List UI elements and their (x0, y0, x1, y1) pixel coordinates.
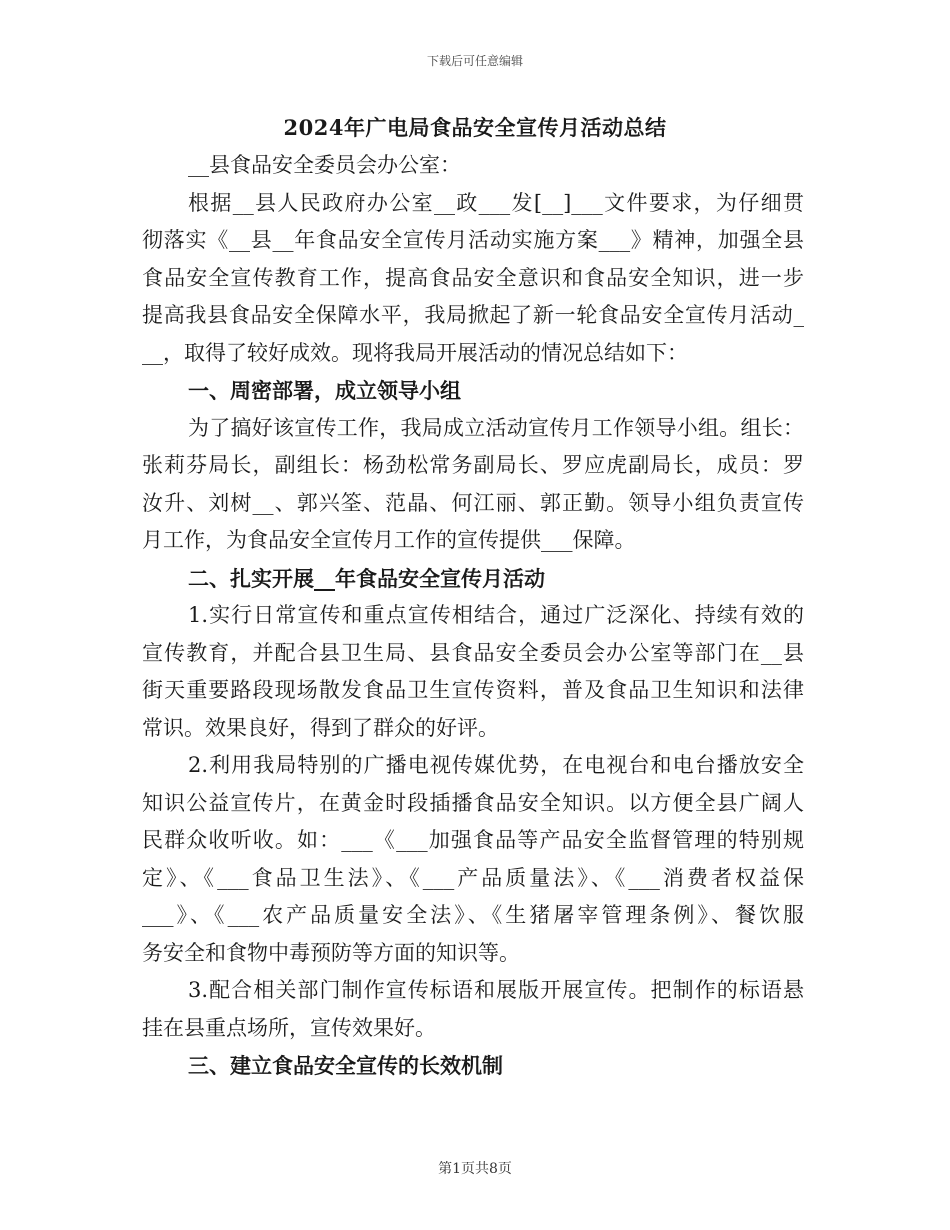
section-2-item-3-line: 3.配合相关部门制作宣传标语和展版开展宣传。把制作的标语悬 (188, 978, 804, 1002)
intro-line: __，取得了较好成效。现将我局开展活动的情况总结如下： (142, 340, 688, 365)
section-1-line: 月工作，为食品安全宣传月工作的宣传提供___保障。 (142, 528, 636, 552)
document-title: 2024年广电局食品安全宣传月活动总结 (283, 115, 667, 140)
section-1-line: 汝升、刘树__、郭兴筌、范晶、何江丽、郭正勤。领导小组负责宣传 (142, 490, 804, 515)
section-2-item-1-line: 1.实行日常宣传和重点宣传相结合，通过广泛深化、持续有效的 (188, 603, 804, 627)
section-2-item-1-line: 常识。效果良好，得到了群众的好评。 (142, 715, 499, 740)
header-note: 下载后可任意编辑 (426, 54, 523, 68)
section-2-item-2-line: 务安全和食物中毒预防等方面的知识等。 (142, 940, 520, 965)
section-2-item-2-line: ___》、《___农产品质量安全法》、《生猪屠宰管理条例》、餐饮服 (142, 903, 804, 927)
intro-line: 提高我县食品安全保障水平，我局掀起了新一轮食品安全宣传月活动_ (142, 303, 804, 327)
intro-line: 食品安全宣传教育工作，提高食品安全意识和食品安全知识，进一步 (142, 265, 804, 290)
page-number: 第1页共8页 (438, 1161, 512, 1177)
section-2-item-2-line: 定》、《___食品卫生法》、《___产品质量法》、《___消费者权益保 (142, 865, 804, 890)
intro-line: 根据__县人民政府办公室__政___发[__]___文件要求，为仔细贯 (188, 190, 804, 215)
intro-line: 彻落实《__县__年食品安全宣传月活动实施方案___》精神，加强全县 (142, 228, 804, 252)
addressee: __县食品安全委员会办公室： (188, 153, 461, 177)
document-body (142, 147, 804, 1085)
section-2-item-1-line: 街天重要路段现场散发食品卫生宣传资料，普及食品卫生知识和法律 (142, 678, 804, 702)
section-2-heading: 二、扎实开展__年食品安全宣传月活动 (188, 565, 545, 591)
section-2-item-2-line: 2.利用我局特别的广播电视传媒优势，在电视台和电台播放安全 (188, 753, 804, 777)
section-3-heading: 三、建立食品安全宣传的长效机制 (188, 1053, 503, 1078)
section-1-heading: 一、周密部署，成立领导小组 (188, 378, 461, 403)
section-1-line: 张莉芬局长，副组长：杨劲松常务副局长、罗应虎副局长，成员：罗 (142, 453, 804, 477)
section-2-item-1-line: 宣传教育，并配合县卫生局、县食品安全委员会办公室等部门在__县 (142, 640, 804, 665)
section-2-item-2-line: 知识公益宣传片，在黄金时段插播食品安全知识。以方便全县广阔人 (142, 790, 804, 815)
section-1-line: 为了搞好该宣传工作，我局成立活动宣传月工作领导小组。组长： (188, 415, 804, 440)
section-2-item-3-line: 挂在县重点场所，宣传效果好。 (142, 1015, 436, 1040)
section-2-item-2-line: 民群众收听收。如：___《___加强食品等产品安全监督管理的特别规 (142, 828, 804, 852)
